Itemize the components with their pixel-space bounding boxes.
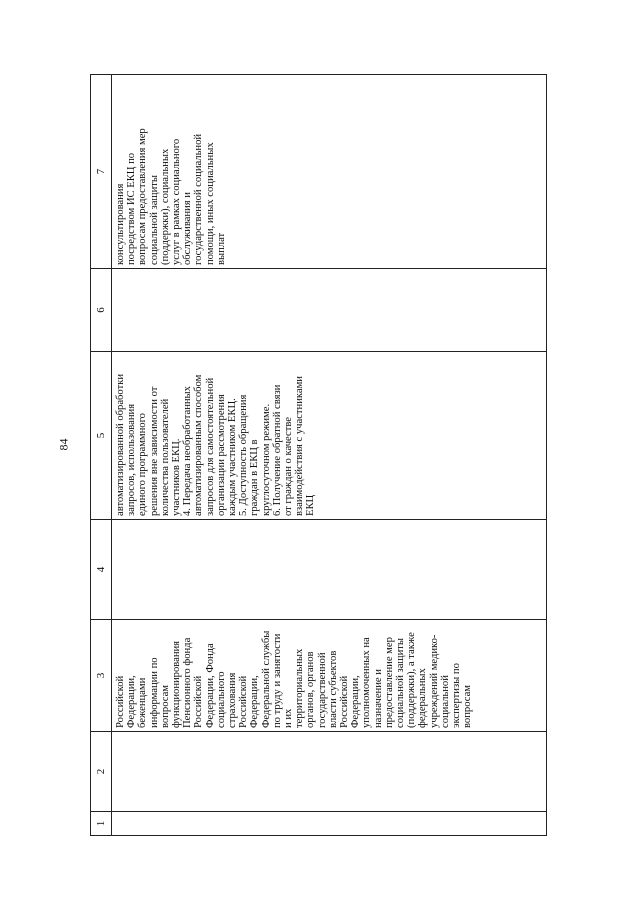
cell-col-7 bbox=[112, 75, 547, 269]
header-row bbox=[91, 75, 112, 836]
cell-col-5 bbox=[112, 352, 547, 520]
cell-col-6 bbox=[112, 269, 547, 352]
column-header-5: 5 bbox=[91, 352, 112, 520]
table-row bbox=[112, 75, 547, 836]
column-header-4: 4 bbox=[91, 520, 112, 620]
column-header-1: 1 bbox=[91, 812, 112, 836]
requirements-text: автоматизированной обработки запросов, использования единого программного решения вне зависимости от количества пользователей участников ЕКЦ. 4. Передача необработанных автоматизированным способом запросов для самостоятельной организации рассмотрения каждым участником ЕКЦ. 5. Доступность обращения граждан в ЕКЦ в круглосуточном режиме. 6. Получение обратной связи от граждан о качестве взаимодействия с участниками ЕКЦ bbox=[115, 373, 317, 516]
cell-col-2 bbox=[112, 732, 547, 812]
column-header-2: 2 bbox=[91, 732, 112, 812]
column-header-3: 3 bbox=[91, 620, 112, 732]
result-text: консультирования посредством ИС ЕКЦ по вопросам предоставления мер социальной защиты (поддержки), социальных услуг в рамках социального обслуживания и государственной социальной помощи, иных социальных выплат bbox=[115, 128, 227, 265]
cell-col-1 bbox=[112, 812, 547, 836]
data-table bbox=[90, 74, 547, 836]
page-number: 84 bbox=[56, 438, 71, 451]
column-header-6: 6 bbox=[91, 269, 112, 352]
cell-col-3 bbox=[112, 620, 547, 732]
column-header-7: 7 bbox=[91, 75, 112, 269]
cell-col-4 bbox=[112, 520, 547, 620]
rotated-table bbox=[90, 75, 547, 836]
agencies-text: Российской Федерации, беженцами информации по вопросам функционирования Пенсионного фонда Российской Федерации, Фонда социального страхования Российской Федерации, Федеральной службы по труду и занятости и их территориальных органов, органов государственной власти субъектов Российской Федерации, уполномоченных на назначение и предоставление мер социальной защиты (поддержки), а также федеральных учреждений медико- социальной экспертизы по вопросам bbox=[115, 630, 474, 728]
